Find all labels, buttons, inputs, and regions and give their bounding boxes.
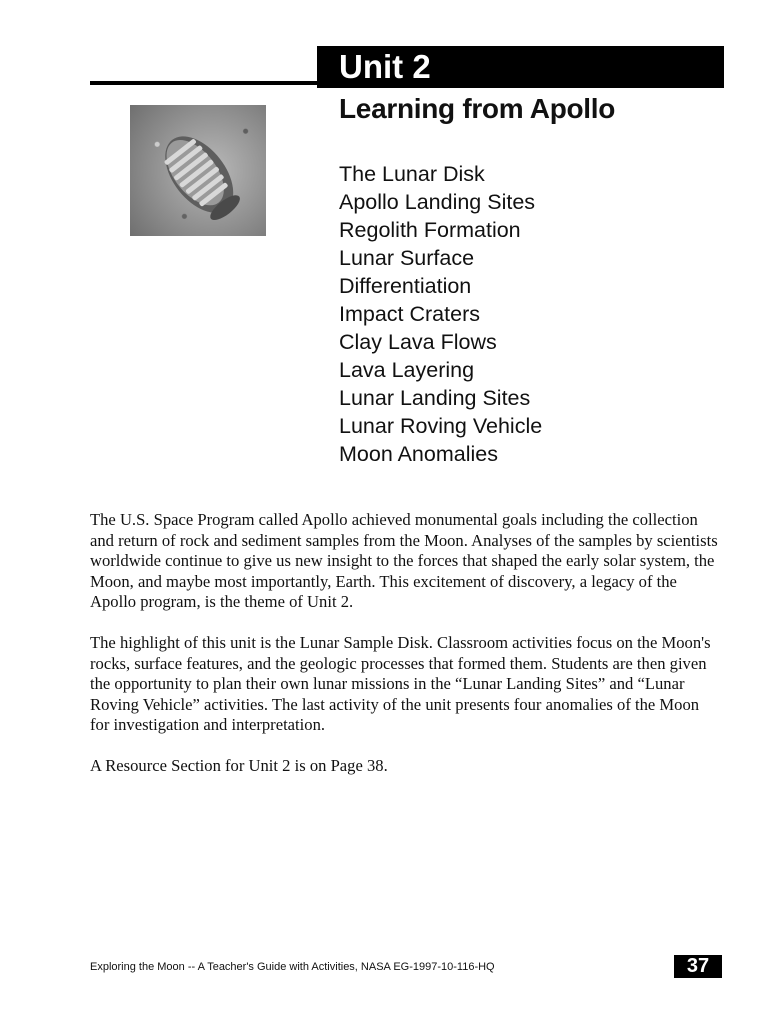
list-item: Lunar Landing Sites xyxy=(339,386,531,410)
list-item: Lava Layering xyxy=(339,358,475,382)
list-item: Lunar Roving Vehicle xyxy=(339,414,543,438)
resource-paragraph: A Resource Section for Unit 2 is on Page 38. xyxy=(90,756,388,775)
unit-label: Unit 2 xyxy=(339,48,431,85)
bootprint-photo xyxy=(130,105,266,236)
page-title: Learning from Apollo xyxy=(339,93,616,124)
list-item: Lunar Surface xyxy=(339,246,475,270)
list-item: Impact Craters xyxy=(339,302,480,326)
list-item: Differentiation xyxy=(339,274,472,298)
page-number: 37 xyxy=(674,955,722,978)
highlight-paragraph: The highlight of this unit is the Lunar Sample Disk. Classroom activities focus on the Moon's rocks, surface features, and the geologic processes that formed them. Students are then given the opportunity to plan their own lunar missions in the “Lunar Landing Sites” and “Lunar Roving Vehicle” activities. The last activity of the unit presents four anomalies of the Moon for investigation and interpretation. xyxy=(90,633,711,734)
body-text xyxy=(90,510,720,797)
bootprint-image xyxy=(130,105,266,236)
list-item: The Lunar Disk xyxy=(339,162,485,186)
intro-paragraph: The U.S. Space Program called Apollo achieved monumental goals including the collection and return of rock and sediment samples from the Moon. Analyses of the samples by scientists worldwide continue to give us new insight to the forces that shaped the early solar system, the Moon, and maybe most importantly, Earth. This excitement of discovery, a legacy of the Apollo program, is the theme of Unit 2. xyxy=(90,510,718,611)
contents-list xyxy=(339,160,542,468)
footer-citation: Exploring the Moon -- A Teacher's Guide with Activities, NASA EG-1997-10-116-HQ xyxy=(90,961,495,973)
list-item: Regolith Formation xyxy=(339,218,521,242)
list-item: Apollo Landing Sites xyxy=(339,190,536,214)
unit-banner xyxy=(317,46,724,88)
list-item: Moon Anomalies xyxy=(339,442,498,466)
list-item: Clay Lava Flows xyxy=(339,330,497,354)
header-rule xyxy=(90,81,318,85)
